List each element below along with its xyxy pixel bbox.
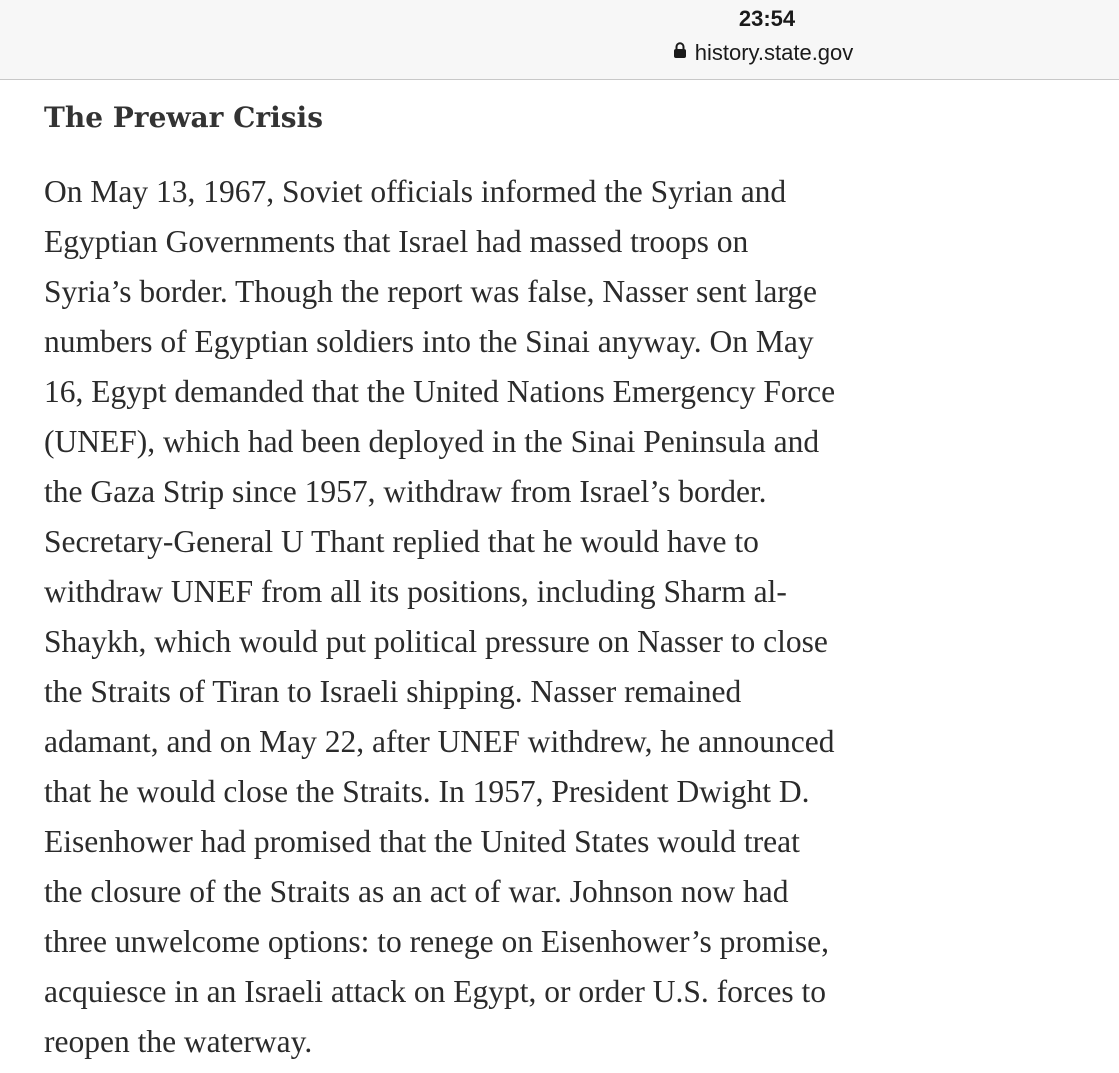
browser-top-bar bbox=[0, 0, 1119, 80]
paragraph-line: Secretary-General U Thant replied that he would have to bbox=[44, 524, 759, 559]
paragraph-line: Egyptian Governments that Israel had massed troops on bbox=[44, 224, 749, 259]
paragraph-line: 16, Egypt demanded that the United Nations Emergency Force bbox=[44, 374, 836, 409]
paragraph-line: Shaykh, which would put political pressure on Nasser to close bbox=[44, 624, 828, 659]
paragraph-line: adamant, and on May 22, after UNEF withdrew, he announced bbox=[44, 724, 835, 759]
paragraph-line: (UNEF), which had been deployed in the Sinai Peninsula and bbox=[44, 424, 820, 459]
paragraph-line: that he would close the Straits. In 1957, President Dwight D. bbox=[44, 774, 810, 809]
article-paragraph bbox=[44, 167, 1004, 1067]
paragraph-line: numbers of Egyptian soldiers into the Sinai anyway. On May bbox=[44, 324, 814, 359]
paragraph-line: withdraw UNEF from all its positions, including Sharm al- bbox=[44, 574, 787, 609]
paragraph-line: reopen the waterway. bbox=[44, 1024, 313, 1059]
paragraph-line: the closure of the Straits as an act of war. Johnson now had bbox=[44, 874, 789, 909]
paragraph-line: On May 13, 1967, Soviet officials informed the Syrian and bbox=[44, 174, 787, 209]
paragraph-line: Syria’s border. Though the report was false, Nasser sent large bbox=[44, 274, 818, 309]
paragraph-line: acquiesce in an Israeli attack on Egypt, or order U.S. forces to bbox=[44, 974, 826, 1009]
paragraph-line: three unwelcome options: to renege on Eisenhower’s promise, bbox=[44, 924, 829, 959]
paragraph-line: Eisenhower had promised that the United States would treat bbox=[44, 824, 800, 859]
address-bar[interactable] bbox=[0, 40, 1119, 67]
section-heading: The Prewar Crisis bbox=[44, 101, 323, 134]
article bbox=[44, 96, 1004, 1067]
paragraph-line: the Gaza Strip since 1957, withdraw from Israel’s border. bbox=[44, 474, 767, 509]
url-text[interactable]: history.state.gov bbox=[694, 40, 854, 65]
status-time: 23:54 bbox=[738, 6, 796, 31]
paragraph-line: the Straits of Tiran to Israeli shipping. Nasser remained bbox=[44, 674, 742, 709]
lock-icon bbox=[673, 39, 687, 65]
